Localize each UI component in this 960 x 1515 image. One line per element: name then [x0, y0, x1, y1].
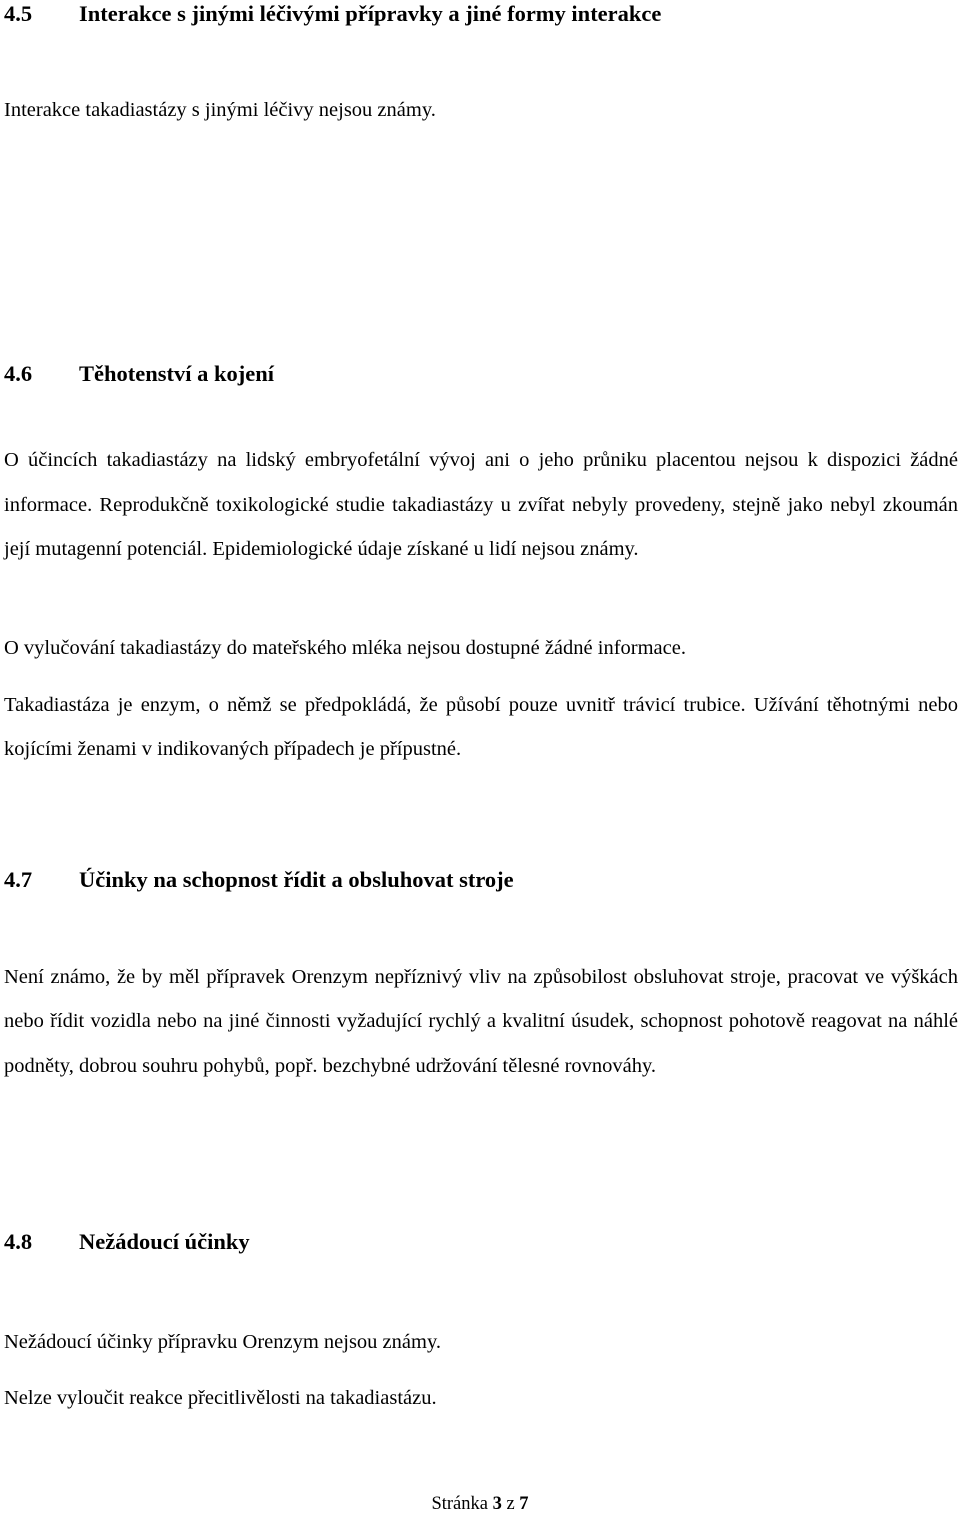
paragraph: O vylučování takadiastázy do mateřského mléka nejsou dostupné žádné informace. — [4, 637, 686, 659]
footer-total-pages: 7 — [519, 1494, 529, 1514]
footer-page-number: 3 — [492, 1494, 502, 1514]
section-number: 4.6 — [4, 361, 33, 386]
page-footer — [0, 1495, 960, 1514]
paragraph: Takadiastáza je enzym, o němž se předpokládá, že působí pouze uvnitř trávicí trubice. Užívání těhotnými nebo kojícími ženami v indikovaných případech je přípustné. — [4, 694, 958, 760]
section-heading-4-8 — [4, 1231, 250, 1254]
paragraph: O účincích takadiastázy na lidský embryofetální vývoj ani o jeho průniku placentou nejsou k dispozici žádné informace. Reprodukčně toxikologické studie takadiastázy u zvířat nebyly provedeny, stejně jako nebyl zkoumán její mutagenní potenciál. Epidemiologické údaje získané u lidí nejsou známy. — [4, 449, 958, 561]
section-title: Interakce s jinými léčivými přípravky a jiné formy interakce — [79, 1, 662, 26]
section-heading-4-7 — [4, 869, 514, 892]
section-number: 4.7 — [4, 867, 33, 892]
section-heading-4-5 — [4, 3, 661, 26]
footer-prefix: Stránka — [431, 1494, 488, 1514]
paragraph: Nelze vyloučit reakce přecitlivělosti na takadiastázu. — [4, 1387, 437, 1409]
paragraph: Není známo, že by měl přípravek Orenzym nepříznivý vliv na způsobilost obsluhovat stroje, pracovat ve výškách nebo řídit vozidla nebo na jiné činnosti vyžadující rychlý a kvalitní úsudek, schopnost pohotově reagovat na náhlé podněty, dobrou souhru pohybů, popř. bezchybné udržování tělesné rovnováhy. — [4, 966, 958, 1077]
paragraph: Nežádoucí účinky přípravku Orenzym nejsou známy. — [4, 1331, 441, 1353]
section-title: Účinky na schopnost řídit a obsluhovat stroje — [79, 867, 514, 892]
section-title: Těhotenství a kojení — [79, 361, 275, 386]
section-number: 4.5 — [4, 1, 33, 26]
footer-separator: z — [506, 1494, 515, 1514]
section-number: 4.8 — [4, 1229, 33, 1254]
section-heading-4-6 — [4, 363, 274, 386]
paragraph: Interakce takadiastázy s jinými léčivy nejsou známy. — [4, 99, 436, 121]
section-title: Nežádoucí účinky — [79, 1229, 250, 1254]
